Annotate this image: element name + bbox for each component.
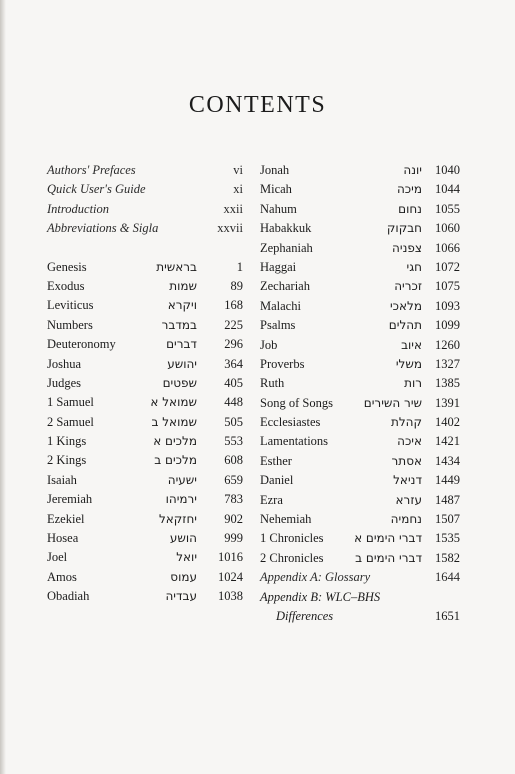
toc-entry-appendix[interactable]	[260, 568, 460, 587]
appendix-page: 1644	[435, 570, 460, 585]
book-hebrew-name: חבקוק	[386, 221, 422, 236]
book-hebrew-name: עמוס	[170, 569, 197, 584]
book-page: 1060	[435, 221, 460, 236]
toc-entry-book[interactable]	[260, 432, 460, 451]
toc-entry-front[interactable]	[47, 180, 243, 199]
toc-entry-book[interactable]	[47, 393, 243, 412]
book-page: 1434	[435, 453, 460, 468]
book-page: 1507	[435, 512, 460, 527]
book-hebrew-name: דברי הימים ב	[355, 550, 422, 565]
book-name: Psalms	[260, 318, 296, 333]
book-hebrew-name: שמואל א	[150, 395, 197, 410]
toc-entry-book[interactable]	[47, 432, 243, 451]
book-page: 505	[224, 414, 243, 429]
toc-entry-book[interactable]	[47, 277, 243, 296]
entry-page: xxvii	[217, 221, 243, 236]
book-name: Ecclesiastes	[260, 415, 321, 430]
book-hebrew-name: חגי	[406, 259, 422, 274]
book-hebrew-name: הושע	[169, 531, 197, 546]
book-name: Daniel	[260, 473, 294, 488]
toc-entry-book[interactable]	[47, 374, 243, 393]
book-name: Job	[260, 337, 278, 352]
book-hebrew-name: שמואל ב	[151, 414, 197, 429]
appendix-name: Appendix B: WLC–BHS	[260, 589, 381, 604]
book-page: 1327	[435, 356, 460, 371]
book-page: 1449	[435, 473, 460, 488]
book-page: 1072	[435, 259, 460, 274]
book-name: Leviticus	[47, 298, 94, 313]
book-name: Ezekiel	[47, 511, 85, 526]
book-page: 1582	[435, 550, 460, 565]
book-page: 168	[224, 298, 243, 313]
book-name: Nahum	[260, 201, 297, 216]
book-hebrew-name: מיכה	[396, 182, 422, 197]
toc-entry-book[interactable]	[47, 335, 243, 354]
book-name: Proverbs	[260, 356, 305, 371]
book-page: 296	[224, 337, 243, 352]
book-page: 553	[224, 434, 243, 449]
entry-page: xi	[233, 182, 243, 197]
book-hebrew-name: דברים	[166, 337, 197, 352]
appendix-name: Appendix A: Glossary	[260, 570, 371, 585]
book-hebrew-name: עזרא	[395, 492, 422, 507]
book-name: Exodus	[47, 278, 85, 293]
book-hebrew-name: איכה	[397, 434, 422, 449]
toc-entry-book[interactable]	[47, 490, 243, 509]
book-hebrew-name: שמות	[169, 278, 197, 293]
book-page: 902	[224, 511, 243, 526]
book-page: 1055	[435, 201, 460, 216]
toc-entry-book[interactable]	[47, 568, 243, 587]
book-hebrew-name: יהושע	[167, 356, 197, 371]
contents-right-column	[260, 161, 460, 626]
book-name: Deuteronomy	[47, 337, 116, 352]
book-hebrew-name: משלי	[395, 356, 422, 371]
book-name: Zephaniah	[260, 240, 313, 255]
book-hebrew-name: יחזקאל	[158, 511, 197, 526]
book-hebrew-name: נחמיה	[390, 512, 422, 527]
toc-entry-book[interactable]	[260, 219, 460, 238]
book-page: 659	[224, 472, 243, 487]
book-hebrew-name: ויקרא	[167, 298, 197, 313]
toc-entry-book[interactable]	[260, 529, 460, 548]
toc-entry-book[interactable]	[260, 510, 460, 529]
book-hebrew-name: קהלת	[390, 415, 422, 430]
entry-page: xxii	[223, 201, 243, 216]
toc-entry-book[interactable]	[260, 277, 460, 296]
book-hebrew-name: צפניה	[392, 240, 422, 255]
toc-entry-book[interactable]	[47, 451, 243, 470]
toc-entry-book[interactable]	[47, 258, 243, 277]
toc-entry-book[interactable]	[260, 239, 460, 258]
book-name: Esther	[260, 453, 292, 468]
book-page: 225	[224, 317, 243, 332]
book-page: 999	[224, 531, 243, 546]
book-hebrew-name: תהלים	[388, 318, 422, 333]
book-hebrew-name: עבדיה	[165, 589, 197, 604]
book-page: 1016	[218, 550, 243, 565]
toc-entry-book[interactable]	[260, 336, 460, 355]
toc-entry-book[interactable]	[260, 471, 460, 490]
toc-entry-book[interactable]	[260, 297, 460, 316]
book-page: 1024	[218, 569, 243, 584]
book-page: 1260	[435, 337, 460, 352]
book-name: Haggai	[260, 259, 297, 274]
book-name: Obadiah	[47, 589, 90, 604]
book-hebrew-name: ישעיה	[167, 472, 197, 487]
book-page: 608	[224, 453, 243, 468]
book-name: Hosea	[47, 531, 79, 546]
book-page: 1038	[218, 589, 243, 604]
book-name: 2 Chronicles	[260, 550, 324, 565]
book-hebrew-name: ירמיהו	[165, 492, 197, 507]
book-hebrew-name: מלכים ב	[154, 453, 197, 468]
entry-name: Quick User's Guide	[47, 182, 146, 197]
book-name: Habakkuk	[260, 221, 312, 236]
entry-page: vi	[233, 163, 243, 177]
book-name: Jonah	[260, 163, 290, 177]
toc-entry-book[interactable]	[260, 355, 460, 374]
book-name: 2 Kings	[47, 453, 87, 468]
book-page: 89	[230, 278, 243, 293]
toc-entry-appendix[interactable]	[260, 588, 460, 627]
book-hebrew-name: דברי הימים א	[354, 531, 422, 546]
book-name: Genesis	[47, 259, 87, 274]
toc-entry-book[interactable]	[260, 180, 460, 199]
entry-name: Introduction	[47, 201, 110, 216]
book-hebrew-name: דניאל	[393, 473, 422, 488]
toc-entry-front[interactable]	[47, 219, 243, 238]
toc-entry-book[interactable]	[260, 549, 460, 568]
toc-entry-book[interactable]	[260, 452, 460, 471]
toc-entry-book[interactable]	[47, 355, 243, 374]
book-page: 783	[224, 492, 243, 507]
book-hebrew-name: יואל	[176, 550, 197, 565]
book-name: Jeremiah	[47, 492, 93, 507]
book-hebrew-name: נחום	[398, 201, 422, 216]
contents-left-column	[47, 161, 243, 607]
toc-entry-book[interactable]	[260, 374, 460, 393]
book-hebrew-name: רות	[404, 376, 422, 391]
toc-entry-book[interactable]	[47, 510, 243, 529]
book-name: Song of Songs	[260, 395, 333, 410]
book-hebrew-name: בראשית	[156, 259, 197, 274]
book-name: Numbers	[47, 317, 93, 332]
book-hebrew-name: מלאכי	[389, 298, 422, 313]
appendix-page: 1651	[435, 608, 460, 623]
book-hebrew-name: איוב	[401, 337, 422, 352]
toc-entry-book[interactable]	[47, 529, 243, 548]
book-name: Isaiah	[47, 472, 77, 487]
toc-entry-book[interactable]	[260, 413, 460, 432]
toc-entry-book[interactable]	[260, 491, 460, 510]
book-name: Ezra	[260, 492, 283, 507]
book-page: 1075	[435, 279, 460, 294]
book-name: Joel	[47, 550, 68, 565]
toc-entry-book[interactable]	[260, 258, 460, 277]
page-title: CONTENTS	[188, 92, 327, 118]
toc-entry-book[interactable]	[47, 587, 243, 606]
book-hebrew-name: יונה	[403, 163, 422, 177]
book-page: 1040	[435, 163, 460, 177]
book-hebrew-name: אסתר	[391, 453, 422, 468]
toc-entry-book[interactable]	[47, 413, 243, 432]
book-name: 2 Samuel	[47, 414, 94, 429]
book-hebrew-name: במדבר	[161, 317, 197, 332]
appendix-name-continued: Differences	[276, 608, 334, 623]
book-hebrew-name: שיר השירים	[363, 395, 422, 410]
book-page: 448	[224, 395, 243, 410]
book-page: 1093	[435, 298, 460, 313]
book-hebrew-name: מלכים א	[153, 434, 197, 449]
toc-entry-book[interactable]	[47, 548, 243, 567]
toc-entry-book[interactable]	[260, 394, 460, 413]
book-page: 1535	[435, 531, 460, 546]
book-page: 1066	[435, 240, 460, 255]
book-page: 1044	[435, 182, 460, 197]
toc-entry-front[interactable]	[47, 161, 243, 180]
book-page: 1391	[435, 395, 460, 410]
book-name: Malachi	[260, 298, 301, 313]
entry-name: Abbreviations & Sigla	[47, 221, 159, 236]
book-name: Amos	[47, 569, 77, 584]
toc-entry-book[interactable]	[47, 471, 243, 490]
toc-entry-book[interactable]	[47, 296, 243, 315]
book-name: Nehemiah	[260, 512, 312, 527]
book-page: 1421	[435, 434, 460, 449]
toc-entry-book[interactable]	[260, 161, 460, 180]
book-page: 1487	[435, 492, 460, 507]
book-hebrew-name: זכריה	[394, 279, 422, 294]
entry-name: Authors' Prefaces	[47, 163, 136, 177]
book-hebrew-name: שפטים	[162, 375, 197, 390]
book-name: 1 Chronicles	[260, 531, 324, 546]
book-name: 1 Samuel	[47, 395, 94, 410]
toc-entry-front[interactable]	[47, 200, 243, 219]
book-name: Judges	[47, 375, 82, 390]
book-page: 1	[236, 259, 243, 274]
book-page: 1402	[435, 415, 460, 430]
book-name: Zechariah	[260, 279, 310, 294]
toc-entry-book[interactable]	[47, 316, 243, 335]
book-page: 1385	[435, 376, 460, 391]
book-name: Ruth	[260, 376, 285, 391]
toc-entry-book[interactable]	[260, 316, 460, 335]
book-name: Lamentations	[260, 434, 329, 449]
book-name: Joshua	[47, 356, 82, 371]
book-page: 1099	[435, 318, 460, 333]
book-name: Micah	[260, 182, 292, 197]
book-page: 405	[224, 375, 243, 390]
toc-entry-book[interactable]	[260, 200, 460, 219]
book-name: 1 Kings	[47, 434, 87, 449]
book-page: 364	[224, 356, 243, 371]
